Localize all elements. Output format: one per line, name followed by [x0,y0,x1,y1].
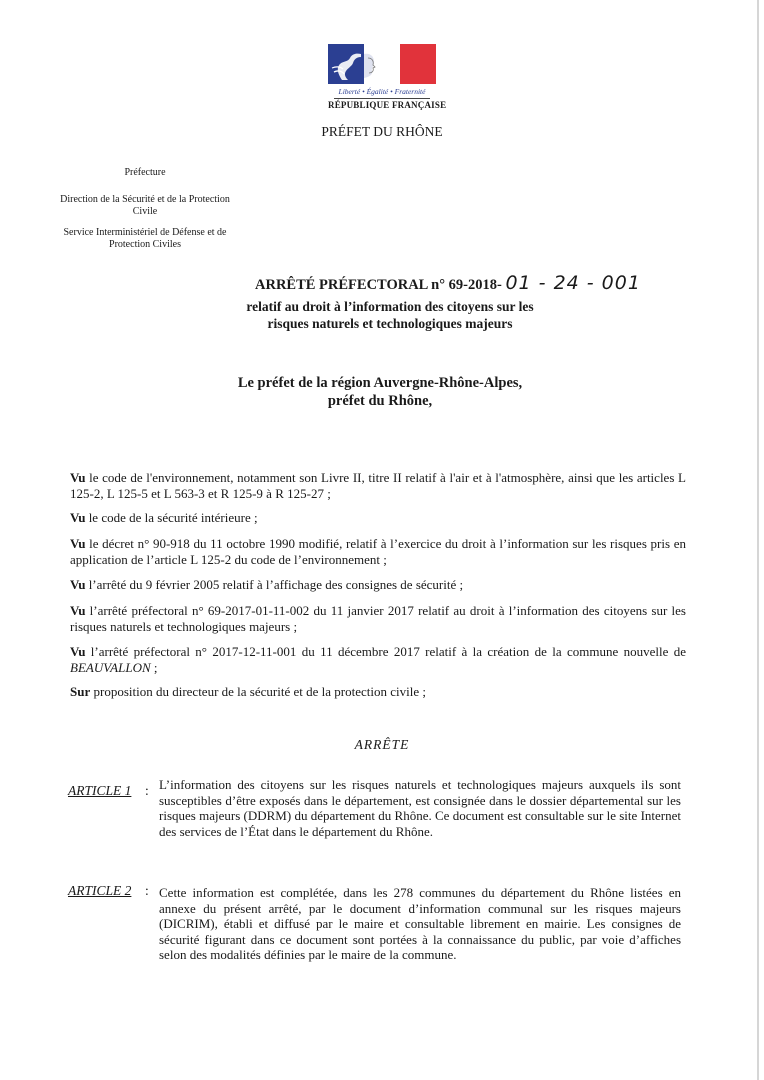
considerant-paragraph [70,536,686,567]
arrete-number-handwritten: 01 - 24 - 001 [505,272,641,294]
service-prefecture: Préfecture [124,167,166,178]
page-edge-divider [757,0,759,1080]
considerant-text: le code de la sécurité intérieure ; [85,510,258,525]
decision-heading: ARRÊTE [354,737,410,752]
considerant-tail: ; [150,659,158,675]
article-2-text: Cette information est complétée, dans les 278 communes du département du Rhône listées en annexe du présent arrêté, par le document d’information communal sur les risques majeurs (DICRIM), établi et diffusé par le maire et consultable librement en mairie. Les consignes de sécurité figurant dans ce document sont portées à la connaissance du public, par voie d’affiches selon des modalités définies par le maire de la commune. [159,885,681,962]
article-1-label: ARTICLE 1 [68,783,132,798]
considerant-paragraph [70,577,686,593]
considerant-paragraph [70,470,686,501]
considerant-lead: Sur [70,684,91,699]
considerant-paragraph [70,510,686,526]
service-interministeriel: Service Interministériel de Défense et de Protection Civiles [63,227,227,250]
considerant-lead: Vu [70,577,86,592]
republic-motto: Liberté • Égalité • Fraternité [338,87,426,96]
considerant-lead: Vu [70,510,86,525]
article-2-separator: : [145,883,149,898]
considerant-lead: Vu [70,603,86,618]
considerant-lead: Vu [70,644,86,659]
prefet-designation-line2: préfet du Rhône, [327,393,433,409]
service-direction: Direction de la Sécurité et de la Protection Civile [60,194,230,217]
tricolor-flag [328,44,436,84]
republic-name: RÉPUBLIQUE FRANÇAISE [328,100,447,110]
considerant-paragraph [70,603,686,634]
arrete-subject: relatif au droit à l’information des citoyens sur les risques naturels et technologiques majeurs [246,299,534,331]
prefet-title: PRÉFET DU RHÔNE [321,124,443,139]
marianne-face-icon [364,44,400,84]
article-1-text: L’information des citoyens sur les risques naturels et technologiques majeurs auxquels ils sont susceptibles d’être exposés dans le département, est consignée dans le dossier départemental sur les risques majeurs (DDRM) du département du Rhône. Ce document est consultable sur le site Internet des services de l’État dans le département du Rhône. [159,777,681,839]
considerant-text: proposition du directeur de la sécurité et de la protection civile ; [90,684,426,699]
arrete-number-prefix: ARRÊTÉ PRÉFECTORAL n° 69-2018- [255,277,502,293]
article-2-label: ARTICLE 2 [68,883,132,898]
commune-name: BEAUVALLON [70,659,151,675]
arrete-number [255,272,641,294]
considerant-text: le code de l'environnement, notamment son Livre II, titre II relatif à l'air et à l'atmosphère, ainsi que les articles L 125-2, L 125-5 et L 563-3 et R 125-9 à R 125-27 ; [70,470,686,501]
prefet-designation-line1: Le préfet de la région Auvergne-Rhône-Alpes, [237,375,523,391]
considerant-paragraph [70,644,686,675]
motto-divider [334,98,430,99]
article-1-separator: : [145,783,149,798]
marianne-profile-icon [328,44,364,84]
marianne-logo [328,44,447,110]
considerant-text: l’arrêté préfectoral n° 69-2017-01-11-002 du 11 janvier 2017 relatif au droit à l’information des citoyens sur les risques naturels et technologiques majeurs ; [70,603,686,634]
considerant-text: l’arrêté du 9 février 2005 relatif à l’affichage des consignes de sécurité ; [85,577,464,592]
considerant-text: le décret n° 90-918 du 11 octobre 1990 modifié, relatif à l’exercice du droit à l’information sur les risques pris en application de l’article L 125-2 du code de l’environnement ; [70,536,686,567]
prefet-designation [230,374,530,410]
considerant-text: l’arrêté préfectoral n° 2017-12-11-001 du 11 décembre 2017 relatif à la création de la commune nouvelle de [85,644,686,659]
considerant-lead: Vu [70,536,86,551]
considerant-paragraph [70,684,686,700]
considerant-lead: Vu [70,470,86,485]
